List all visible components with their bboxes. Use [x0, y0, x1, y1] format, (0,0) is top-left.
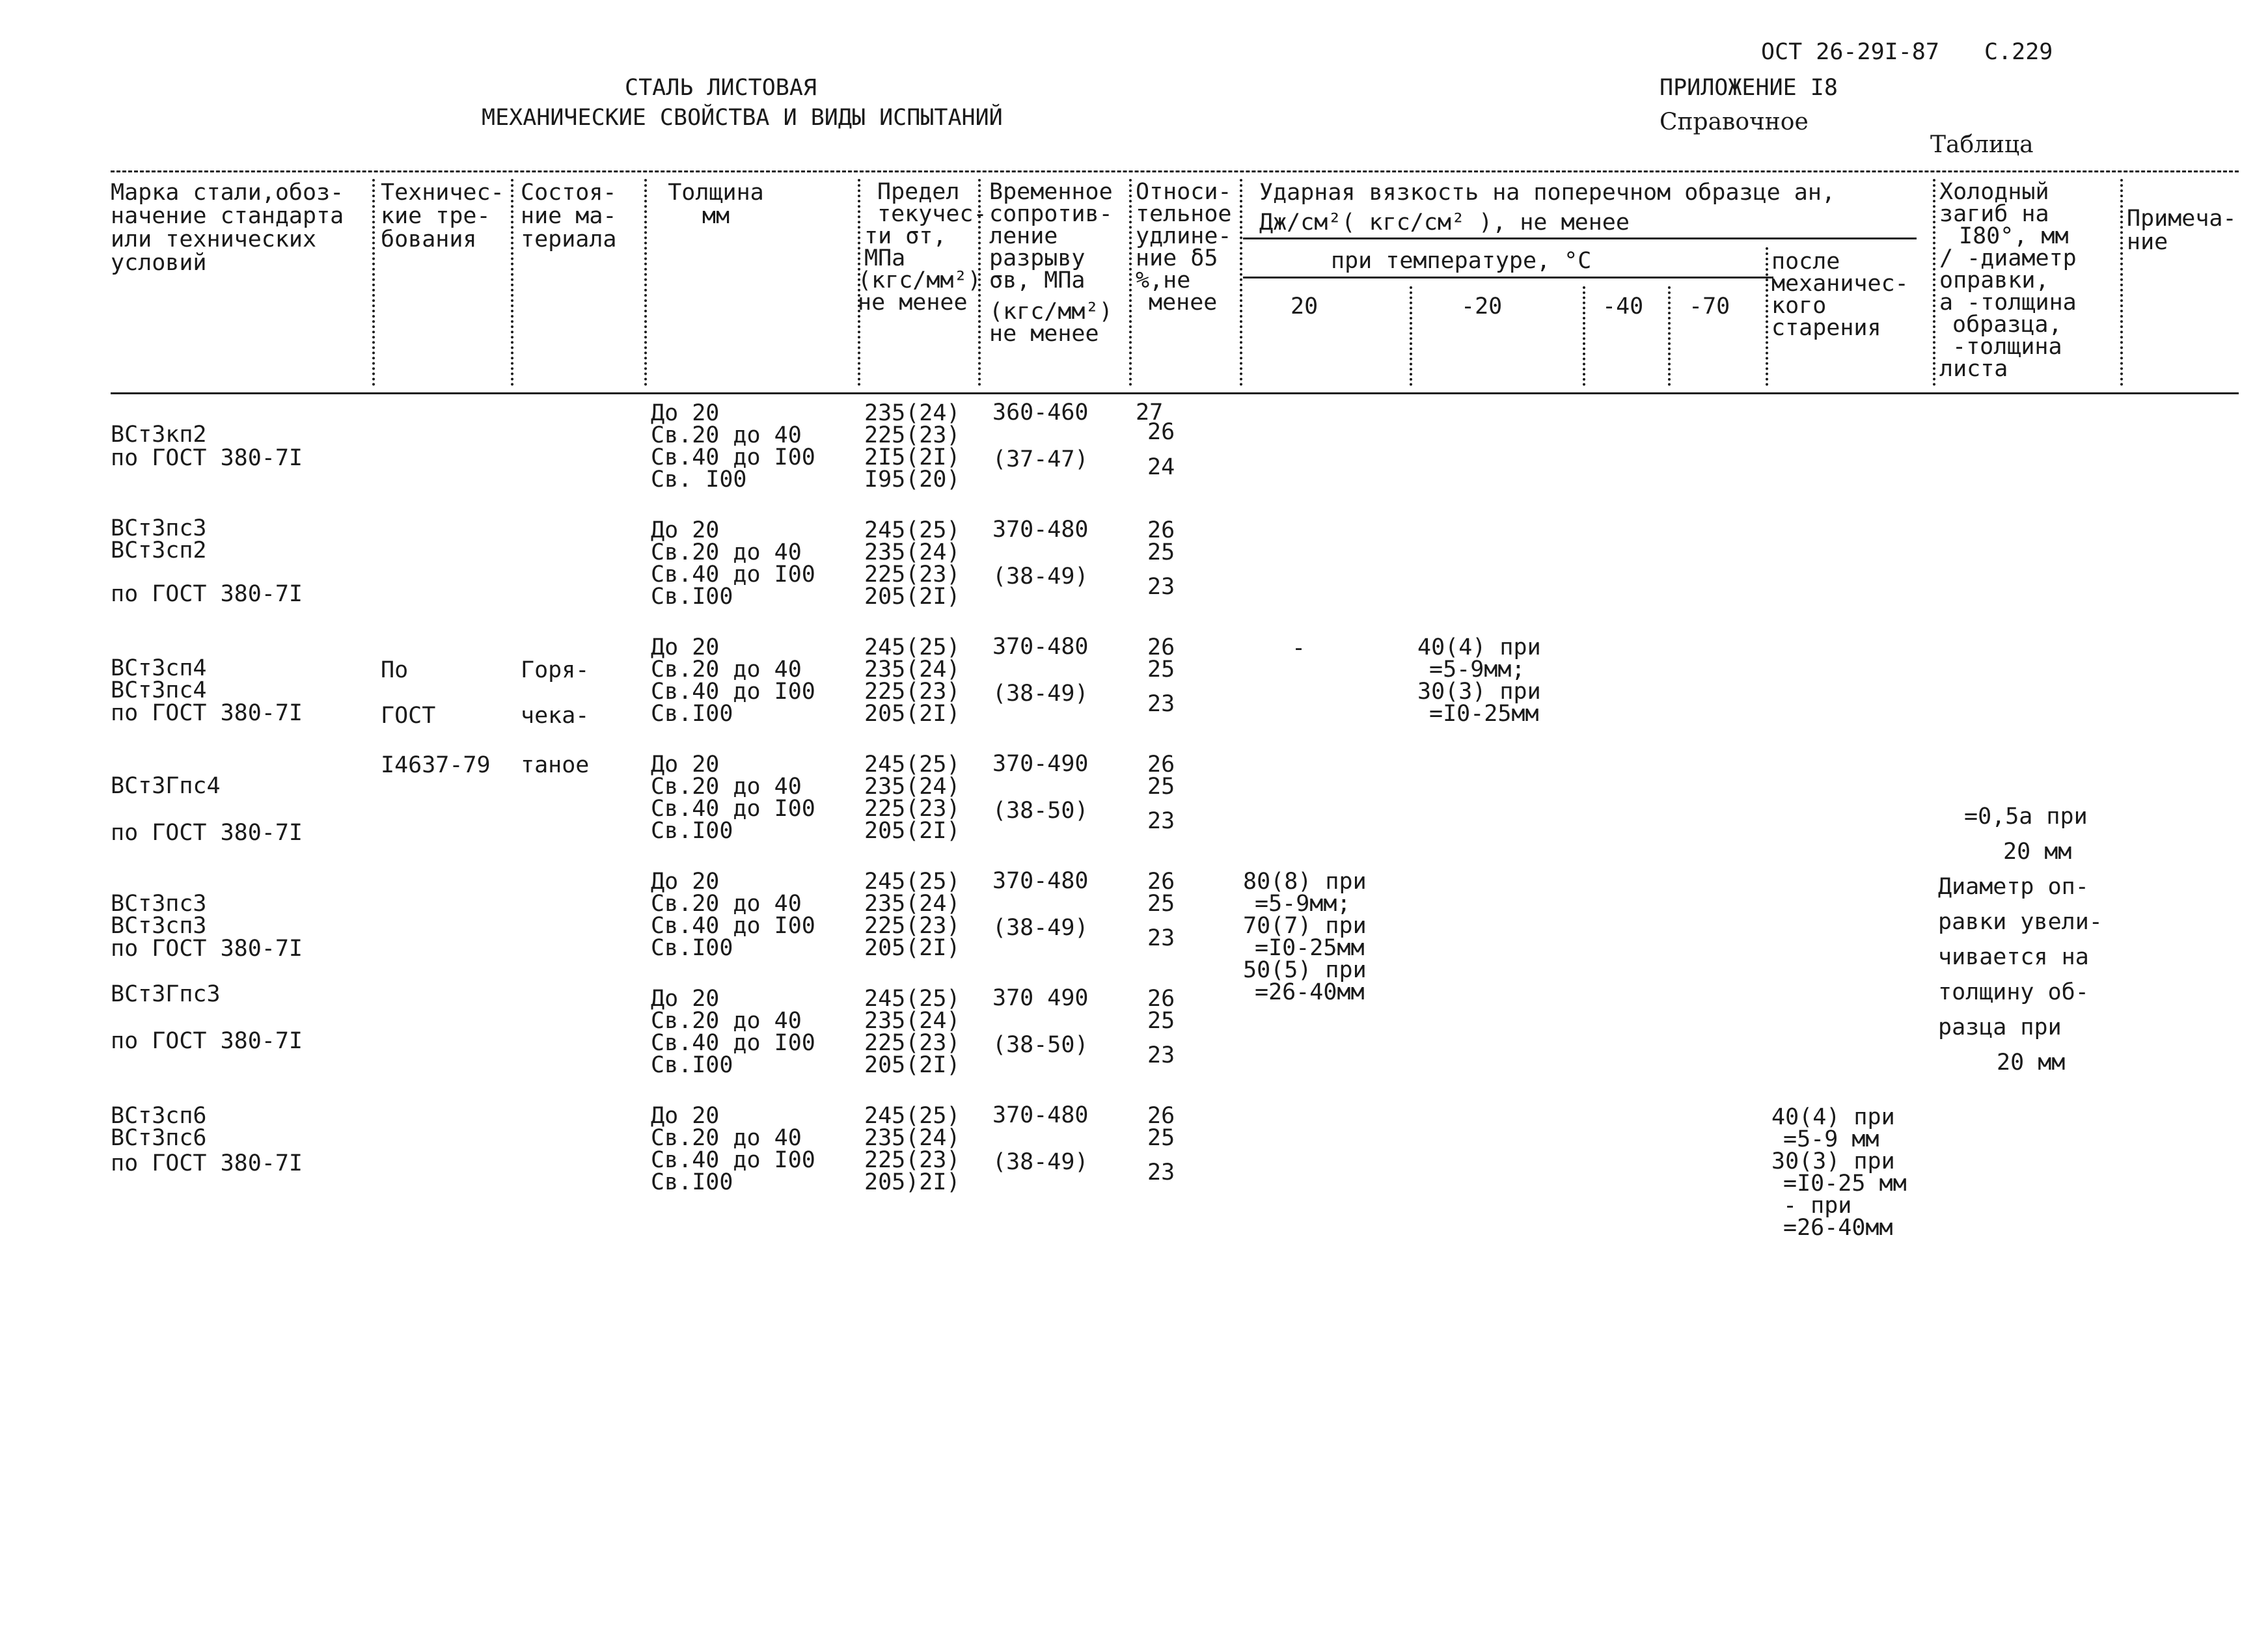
bend-note: =0,5а при 20 мм Диаметр оп- равки увели- чивается на толщину об- разца при 20 мм	[1938, 804, 2103, 1076]
yield-cell: 245(25) 235(24) 225(23) 205(2I)	[864, 869, 961, 961]
grade-name: ВСт3пс3	[111, 891, 207, 917]
col-sep	[1766, 247, 1768, 386]
grade-standard: по ГОСТ 380-7I	[111, 581, 303, 607]
elongation-cell: 26 25 23	[1147, 869, 1175, 951]
tensile-kgf: (38-49)	[992, 563, 1089, 589]
grade-name: ВСт3сп6	[111, 1103, 207, 1129]
tech-requirements: I4637-79	[381, 752, 491, 778]
elongation-cell: 26 25 23	[1147, 1103, 1175, 1186]
material-state: таное	[521, 752, 590, 778]
tensile-mpa: 370-490	[992, 751, 1089, 777]
temp-subrule	[1243, 277, 1773, 278]
tensile-mpa: 370 490	[992, 985, 1089, 1011]
grade-standard: по ГОСТ 380-7I	[111, 700, 303, 726]
grade-name: ВСт3пс4	[111, 677, 207, 703]
appendix-note: Справочное	[1660, 109, 1809, 135]
table-row	[111, 423, 303, 470]
thickness-cell: До 20 Св.20 до 40 Св.40 до I00 Св.I00	[651, 752, 815, 844]
temp-20: 20	[1291, 293, 1318, 319]
material-state: чека-	[521, 703, 590, 729]
page-number: С.229	[1984, 39, 2053, 65]
tensile-mpa: 370-480	[992, 868, 1089, 894]
tensile-kgf: (38-49)	[992, 681, 1089, 707]
grade-standard: по ГОСТ 380-7I	[111, 445, 303, 471]
header-impact: Ударная вязкость на поперечном образце aн, Дж/см²( кгс/см² ), не менее	[1259, 180, 1836, 236]
header-thickness: Толщина мм	[668, 180, 764, 229]
col-sep	[2120, 179, 2123, 386]
yield-cell: 245(25) 235(24) 225(23) 205(2I)	[864, 634, 961, 727]
temp-minus-70: -70	[1689, 293, 1730, 319]
tensile-mpa: 370-480	[992, 517, 1089, 543]
grade-name: ВСт3пс3	[111, 515, 207, 541]
col-sep	[511, 179, 513, 386]
table-row	[111, 517, 303, 606]
grade-name: ВСт3сп3	[111, 913, 207, 939]
col-sep	[644, 179, 647, 386]
thickness-cell: До 20 Св.20 до 40 Св.40 до I00 Св.I00	[651, 986, 815, 1078]
aging-cell: 40(4) при =5-9 мм 30(3) при =I0-25 мм - при =26-40мм	[1771, 1104, 1907, 1241]
header-bottom-rule	[111, 392, 2239, 394]
col-sep	[1933, 179, 1935, 386]
yield-cell: 245(25) 235(24) 225(23) 205)2I)	[864, 1103, 961, 1195]
table-label: Таблица	[1930, 131, 2034, 158]
thickness-cell: До 20 Св.20 до 40 Св.40 до I00 Св.I00	[651, 517, 815, 610]
header-at-temperature: при температуре, °С	[1331, 248, 1592, 274]
table-row	[111, 893, 303, 960]
table-row	[111, 1105, 303, 1175]
yield-cell: 245(25) 235(24) 225(23) 205(2I)	[864, 986, 961, 1078]
temp-minus-40: -40	[1602, 293, 1644, 319]
tensile-mpa: 360-460	[992, 400, 1089, 426]
elongation-cell: 26 25 23	[1147, 517, 1175, 600]
material-state: Горя-	[521, 657, 590, 683]
header-aging: после механичес- кого старения	[1771, 249, 1909, 341]
grade-name: ВСт3Гпс3	[111, 981, 221, 1007]
doc-code: ОСТ 26-29I-87	[1761, 39, 1939, 65]
grade-standard: по ГОСТ 380-7I	[111, 936, 303, 962]
grade-name: ВСт3кп2	[111, 422, 207, 448]
col-sep	[1129, 179, 1132, 386]
header-note: Примеча- ние	[2127, 206, 2237, 255]
header-tensile: Временное сопротив- ление разрыву σв, МПа (кгс/мм²) не менее	[989, 179, 1113, 347]
impact-20-cell: 80(8) при =5-9мм; 70(7) при =I0-25мм 50(5) при =26-40мм	[1243, 869, 1367, 1005]
col-sep	[1668, 286, 1671, 386]
col-sep	[1410, 286, 1412, 386]
yield-cell: 245(25) 235(24) 225(23) 205(2I)	[864, 752, 961, 844]
tech-requirements: ГОСТ	[381, 703, 436, 729]
yield-cell: 245(25) 235(24) 225(23) 205(2I)	[864, 517, 961, 610]
tensile-kgf: (38-49)	[992, 1149, 1089, 1175]
impact-minus20-cell: 40(4) при =5-9мм; 30(3) при =I0-25мм	[1417, 634, 1541, 727]
grade-name: ВСт3сп4	[111, 655, 207, 681]
tensile-kgf: (38-49)	[992, 915, 1089, 941]
header-top-rule	[111, 170, 2239, 172]
appendix-title: ПРИЛОЖЕНИЕ I8	[1660, 75, 1838, 101]
elongation-cell: 26 25 23	[1147, 752, 1175, 834]
header-grade: Марка стали,обоз- начение стандарта или технических условий	[111, 180, 344, 276]
tensile-kgf: (37-47)	[992, 446, 1089, 472]
thickness-cell: До 20 Св.20 до 40 Св.40 до I00 Св.I00	[651, 869, 815, 961]
elongation-cell: 26 25 23	[1147, 986, 1175, 1068]
tensile-kgf: (38-50)	[992, 1032, 1089, 1058]
temp-minus-20: -20	[1461, 293, 1503, 319]
tensile-kgf: (38-50)	[992, 798, 1089, 824]
elongation-cell: 27 26 24	[1136, 400, 1175, 480]
thickness-cell: До 20 Св.20 до 40 Св.40 до I00 Св.I00	[651, 634, 815, 727]
grade-name: ВСт3сп2	[111, 537, 207, 563]
table-row	[111, 774, 303, 845]
grade-name: ВСт3пс6	[111, 1125, 207, 1151]
tensile-mpa: 370-480	[992, 634, 1089, 660]
header-cold-bend: Холодный загиб на I80°, мм / -диаметр оправки, а -толщина образца, -толщина листа	[1939, 179, 2077, 382]
document-title: СТАЛЬ ЛИСТОВАЯ	[625, 75, 817, 101]
header-yield: Предел текучес- ти σт, МПа (кгс/мм²) не менее	[858, 179, 987, 316]
header-material-state: Состоя- ние ма- териала	[521, 180, 617, 252]
col-sep	[372, 179, 375, 386]
thickness-cell: До 20 Св.20 до 40 Св.40 до I00 Св. I00	[651, 400, 815, 493]
header-elongation: Относи- тельное удлине- ние δ5 %,не менее	[1136, 179, 1232, 316]
grade-standard: по ГОСТ 380-7I	[111, 1028, 303, 1054]
tensile-mpa: 370-480	[992, 1102, 1089, 1128]
thickness-cell: До 20 Св.20 до 40 Св.40 до I00 Св.I00	[651, 1103, 815, 1195]
col-sep	[1240, 179, 1242, 386]
header-tech-requirements: Техничес- кие тре- бования	[381, 180, 504, 252]
tech-requirements: По	[381, 657, 409, 683]
table-row	[111, 982, 303, 1053]
table-row	[111, 657, 303, 725]
grade-standard: по ГОСТ 380-7I	[111, 1150, 303, 1176]
grade-name: ВСт3Гпс4	[111, 773, 221, 799]
impact-20-dash: -	[1292, 635, 1306, 661]
elongation-cell: 26 25 23	[1147, 634, 1175, 717]
grade-standard: по ГОСТ 380-7I	[111, 820, 303, 846]
document-subtitle: МЕХАНИЧЕСКИЕ СВОЙСТВА И ВИДЫ ИСПЫТАНИЙ	[482, 105, 1003, 131]
col-sep	[1583, 286, 1585, 386]
impact-subrule	[1243, 237, 1917, 239]
yield-cell: 235(24) 225(23) 2I5(2I) I95(20)	[864, 400, 961, 493]
